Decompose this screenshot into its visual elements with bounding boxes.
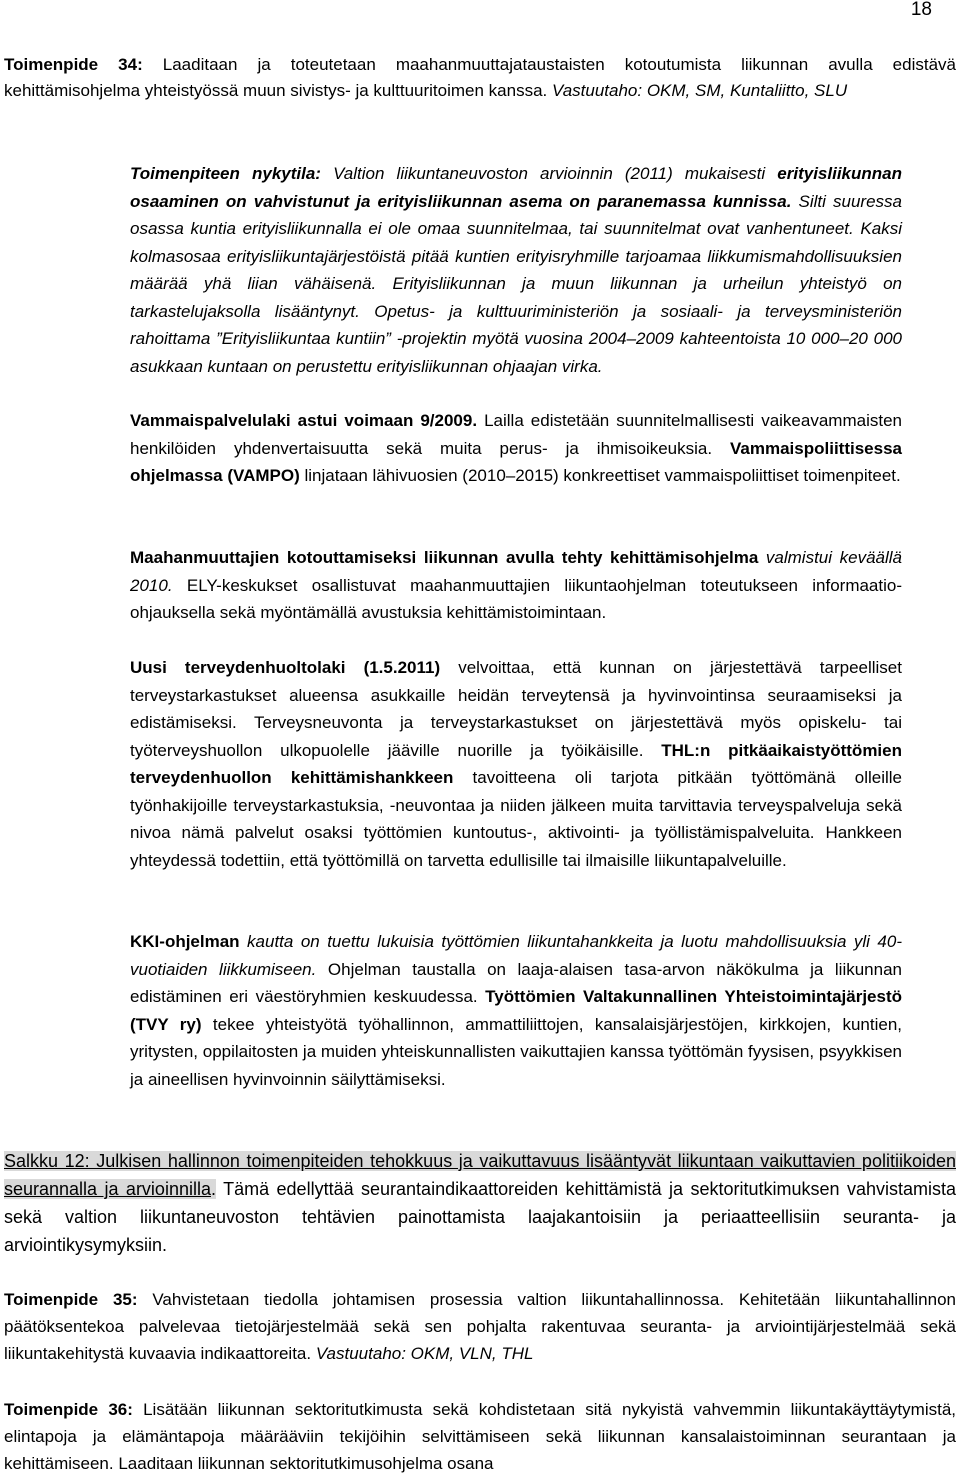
toimenpide-35-label: Toimenpide 35: <box>4 1290 138 1309</box>
page-number: 18 <box>910 0 932 20</box>
maahanmuuttajat-text-2: ELY-keskukset osallistuvat maahanmuuttajien liikuntaohjelman toteutukseen informaatio-ohjauksella sekä myöntämällä avustuksia kehittämistoimintaan. <box>130 575 903 622</box>
salkku-12-dot: . <box>210 1179 216 1199</box>
toimenpide-34-text: Laaditaan ja toteutetaan maahanmuuttajataustaisten kotoutumista liikunnan avulla edistävä kehittämisohjelma yhteistyössä muun sivistys- ja kulttuuritoimen kanssa. <box>4 55 956 100</box>
vammaispalvelulaki-heading: Vammaispalvelulaki astui voimaan 9/2009. <box>130 411 478 430</box>
thl-hanke-text-2: Hankkeen yhteydessä todettiin, että työttömillä on tarvetta edullisille tai ilmaisille liikuntapalveluille. <box>130 823 902 870</box>
terveydenhuoltolaki-paragraph <box>130 654 902 874</box>
nykytila-text-2: Silti suuressa osassa kuntia erityisliikunnalla ei ole omaa suunnitelmaa, tai suunnitelmat ovat vanhentuneet. Kaksi kolmasosaa erityisliikuntajärjestöistä pitää kuntien erityisryhmille tarjoamaa liikkumismahdollisuuksien määrää yhä liian vähäisenä. <box>130 191 902 293</box>
salkku-12-heading: Salkku 12: Julkisen hallinnon toimenpiteiden tehokkuus ja vaikuttavuus lisääntyvät liikuntaan vaikuttavien politiikoiden seurannalla ja arvioinnilla <box>4 1151 956 1199</box>
maahanmuuttajat-text-1: valmistui keväällä 2010. <box>130 548 902 595</box>
nykytila-paragraph <box>130 160 902 380</box>
thl-hanke-text: tavoitteena oli tarjota pitkään työttömänä olleille työnhakijoille terveystarkastuksia, -neuvontaa ja niiden jälkeen muita tarvittavia terveyspalveluja sekä nivoa nämä palvelut osaksi työttömien kuntoutus-, aktivointi- ja työllistämispalveluita. <box>130 768 902 842</box>
kki-text-2: Ohjelman taustalla on laaja-alaisen tasa-arvon näkökulma ja liikunnan edistäminen eri väestöryhmien keskuudessa. <box>130 959 902 1006</box>
maahanmuuttajat-heading: Maahanmuuttajien kotouttamiseksi liikunnan avulla tehty kehittämisohjelma <box>130 548 759 567</box>
vampo-text: linjataan lähivuosien (2010–2015) konkreettiset vammaispoliittiset toimenpiteet. <box>299 466 901 485</box>
nykytila-label: Toimenpiteen nykytila: <box>130 164 321 183</box>
toimenpide-34-responsible: Vastuutaho: OKM, SM, Kuntaliitto, SLU <box>552 81 848 100</box>
vammaispalvelulaki-text-1: Lailla edistetään suunnitelmallisesti vaikeavammaisten henkilöiden yhdenvertaisuutta sekä muita perus- ja ihmisoikeuksia. <box>130 411 902 458</box>
maahanmuuttajat-paragraph <box>130 544 902 627</box>
toimenpide-34-label: Toimenpide 34: <box>4 55 143 74</box>
kki-paragraph <box>130 928 902 1093</box>
kki-heading: KKI-ohjelman <box>130 932 240 951</box>
toimenpide-34 <box>4 52 956 104</box>
nykytila-text-1: Valtion liikuntaneuvoston arvioinnin (2011) mukaisesti <box>320 164 778 183</box>
tvy-heading: Työttömien Valtakunnallinen Yhteistoimintajärjestö (TVY ry) <box>130 987 903 1034</box>
vammaispalvelulaki-paragraph <box>130 407 902 490</box>
nykytila-text-4: Opetus- ja kulttuuriministeriön ja sosiaali- ja terveysministeriön rahoittama ”Erityisliikuntaa kuntiin” -projektin myötä vuosina 2004–2009 kahteentoista 10 000–20 000 asukkaan kuntaan on perustettu erityisliikunnan ohjaajan virka. <box>130 301 902 376</box>
salkku-12-text: Tämä edellyttää seurantaindikaattoreiden kehittämistä ja sektoritutkimuksen vahvistamista sekä valtion liikuntaneuvoston tehtävien painottamista laajakantoisiin ja periaatteellisiin seuranta- ja arviointikysymyksiin. <box>4 1179 957 1255</box>
toimenpide-36 <box>4 1396 956 1477</box>
toimenpide-35 <box>4 1286 956 1367</box>
toimenpide-35-text: Vahvistetaan tiedolla johtamisen prosessia valtion liikuntahallinnossa. Kehitetään liikuntahallinnon päätöksentekoa palvelevaa tietojärjestelmää sekä sen pohjalta rakentuvaa seuranta- ja arviointijärjestelmää sekä liikuntakehitystä kuvaavia indikaattoreita. <box>4 1290 956 1363</box>
toimenpide-36-text: Lisätään liikunnan sektoritutkimusta sekä kohdistetaan sitä nykyistä vahvemmin liikuntakäyttäytymistä, elintapoja ja elämäntapoja määrääviin tekijöihin selvittämiseen sekä liikunnan kansalaistoiminnan seurantaan ja kehittämiseen. Laaditaan liikunnan sektoritutkimusohjelma osana <box>4 1400 956 1473</box>
terveydenhuoltolaki-text-2: Terveysneuvonta ja terveystarkastukset on järjestettävä myös opiskelu- tai työterveyshuollon ulkopuolelle jääville nuorille ja työikäisille. <box>130 713 902 760</box>
kki-text-1: kautta on tuettu lukuisia työttömien liikuntahankkeita ja luotu mahdollisuuksia yli 40-vuotiaiden liikkumiseen. <box>130 932 902 979</box>
thl-hanke-heading: THL:n pitkäaikaistyöttömien terveydenhuollon kehittämishankkeen <box>130 740 902 787</box>
tvy-text: tekee yhteistyötä työhallinnon, ammattiliittojen, kansalaisjärjestöjen, kirkkojen, kuntien, yritysten, oppilaitosten ja muiden yhteiskunnallisten vaikuttajien kanssa työttömän fyysisen, psyykkisen ja aineellisen hyvinvoinnin säilyttämiseksi. <box>130 1014 902 1089</box>
toimenpide-36-label: Toimenpide 36: <box>4 1400 133 1419</box>
nykytila-bold-1: erityisliikunnan osaaminen on vahvistunut ja erityisliikunnan asema on paranemassa kunnissa. <box>130 164 902 211</box>
toimenpide-35-responsible: Vastuutaho: OKM, VLN, THL <box>315 1344 534 1363</box>
vampo-heading: Vammaispoliittisessa ohjelmassa (VAMPO) <box>130 438 902 485</box>
nykytila-text-3: Erityisliikunnan ja muun liikunnan ja urheilun yhteistyö on tarkastelujaksolla lisääntynyt. <box>130 274 902 321</box>
terveydenhuoltolaki-heading: Uusi terveydenhuoltolaki (1.5.2011) <box>130 658 441 677</box>
terveydenhuoltolaki-text-1: velvoittaa, että kunnan on järjestettävä tarpeelliset terveystarkastukset alueensa asukkaille heidän terveytensä ja hyvinvointinsa seuraamiseksi ja edistämiseksi. <box>130 658 902 732</box>
salkku-12 <box>4 1147 956 1259</box>
